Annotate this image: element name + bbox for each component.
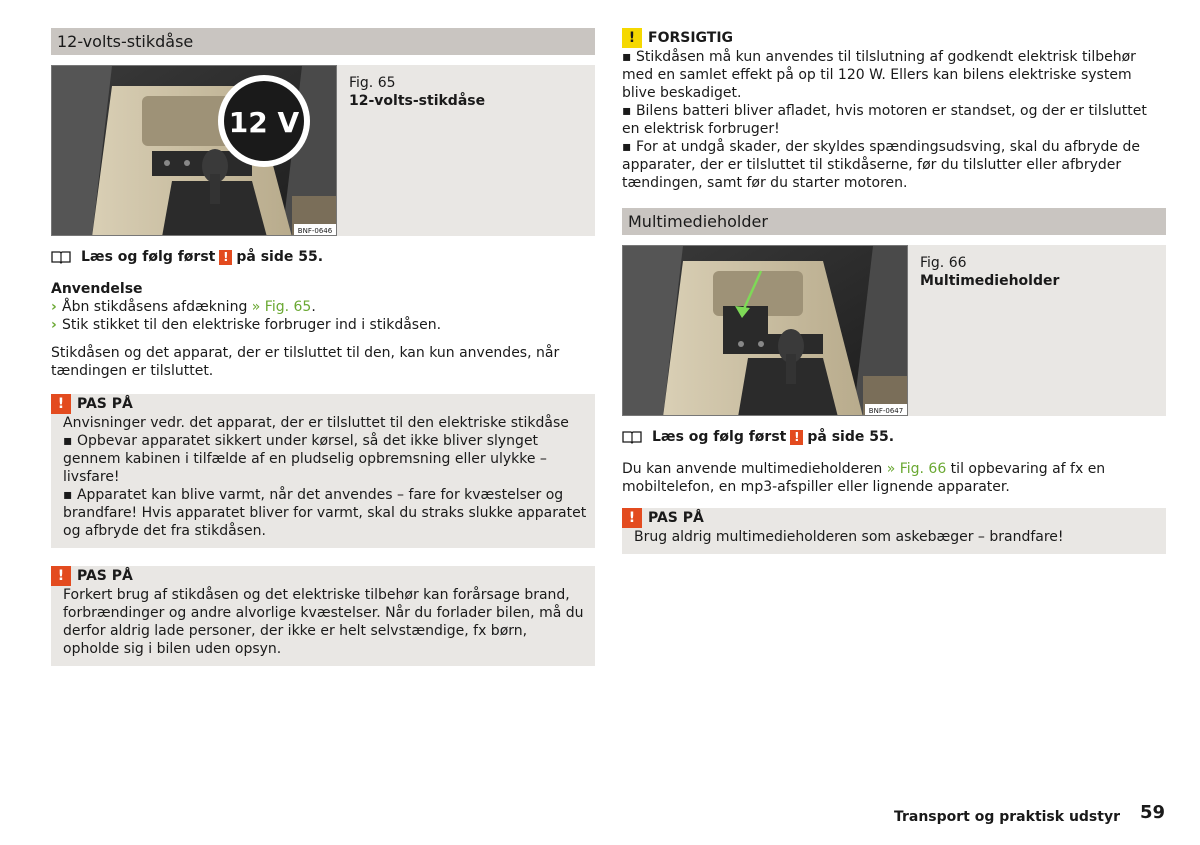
read-first-text: Læs og følg først [652, 429, 787, 445]
warning-mark-icon: ! [790, 430, 803, 445]
figure-65-caption [337, 65, 485, 236]
caution-line: ▪ Bilens batteri bliver afladet, hvis motoren er standset, og der er tilsluttet en elektrisk forbruger! [622, 103, 1147, 137]
figure-66-number: Fig. 66 [920, 255, 967, 271]
notice-3-line: Brug aldrig multimedieholderen som askebæger – brandfare! [634, 529, 1064, 545]
section-title-socket: 12-volts-stikdåse [51, 28, 595, 55]
socket-photo-drawing [52, 66, 337, 236]
step-2-text: Stik stikket til den elektriske forbruger ind i stikdåsen. [62, 317, 442, 333]
usage-heading: Anvendelse [51, 281, 143, 297]
usage-step-2 [51, 316, 595, 334]
warning-notice-3 [622, 508, 1166, 554]
fig-66-link[interactable]: » Fig. 66 [886, 461, 947, 477]
figure-65 [51, 65, 595, 236]
notice-2-line: Forkert brug af stikdåsen og det elektriske tilbehør kan forårsage brand, forbrændinger og andre alvorlige kvæstelser. Når du forlader bilen, må du derfor aldrig lade personer, der ikke er helt selvstændige, fx børn, opholde sig i bilen uden opsyn. [63, 587, 584, 657]
step-1-text: Åbn stikdåsens afdækning [62, 299, 252, 315]
caution-notice [622, 28, 1166, 198]
usage-step-1 [51, 298, 595, 316]
warning-notice-2 [51, 566, 595, 666]
right-column [622, 28, 1166, 554]
caution-line: ▪ For at undgå skader, der skyldes spændingsudsving, skal du afbryde de apparater, der er tilsluttet til stikdåserne, før du tilslutter eller afbryder tændingen, samt før du starter motoren. [622, 139, 1140, 191]
socket-photo [51, 65, 337, 236]
notice-1-line: ▪ Opbevar apparatet sikkert under kørsel, så det ikke bliver slynget gennem kabinen i tilfælde af en pludselig opbremsning eller ulykke – livsfare! [63, 433, 547, 485]
book-icon [51, 250, 71, 264]
warning-notice-1 [51, 394, 595, 548]
read-first-text: Læs og følg først [81, 249, 216, 265]
figure-66-title: Multimedieholder [920, 273, 1060, 289]
caution-line: ▪ Stikdåsen må kun anvendes til tilslutning af godkendt elektrisk tilbehør med en samlet effekt på op til 120 W. Ellers kan bilens elektriske system blive beskadiget. [622, 49, 1136, 101]
socket-paragraph: Stikdåsen og det apparat, der er tilsluttet til den, kan kun anvendes, når tændingen er tilsluttet. [51, 345, 560, 379]
step-arrow-icon: › [51, 317, 57, 333]
warning-mark-icon: ! [219, 250, 232, 265]
figure-65-number: Fig. 65 [349, 75, 396, 91]
multimedia-paragraph-tail: til opbevaring af fx en mobiltelefon, en mp3-afspiller eller lignende apparater. [622, 461, 1106, 495]
notice-1-line: Anvisninger vedr. det apparat, der er tilsluttet til den elektriske stikdåse [63, 415, 569, 431]
read-first-left [51, 248, 595, 266]
read-first-right [622, 428, 1166, 446]
step-arrow-icon: › [51, 299, 57, 315]
read-first-page-ref[interactable]: på side 55. [807, 429, 895, 445]
notice-3-title: PAS PÅ [648, 510, 704, 526]
figure-66-caption [908, 245, 1059, 416]
chapter-title: Transport og praktisk udstyr [893, 809, 1120, 825]
fig-65-link[interactable]: » Fig. 65 [251, 299, 312, 315]
book-icon [622, 430, 642, 444]
figure-66 [622, 245, 1166, 416]
left-column [51, 28, 595, 666]
socket-voltage-label: 12 V [228, 106, 300, 139]
danger-icon: ! [622, 508, 642, 528]
figure-65-title: 12-volts-stikdåse [349, 93, 486, 109]
page-number: 59 [1139, 802, 1165, 823]
multimedia-photo [622, 245, 908, 416]
multimedia-photo-drawing [623, 246, 908, 416]
caution-title: FORSIGTIG [648, 30, 734, 46]
notice-1-title: PAS PÅ [77, 396, 133, 412]
step-1-tail: . [311, 299, 316, 315]
notice-1-line: ▪ Apparatet kan blive varmt, når det anvendes – fare for kvæstelser og brandfare! Hvis apparatet bliver for varmt, skal du straks slukke apparatet og afbryde det fra stikdåsen. [63, 487, 587, 539]
section-title-multimedia: Multimedieholder [622, 208, 1166, 235]
multimedia-paragraph [622, 460, 1166, 496]
caution-icon: ! [622, 28, 642, 48]
read-first-page-ref[interactable]: på side 55. [236, 249, 324, 265]
multimedia-paragraph-text: Du kan anvende multimedieholderen [622, 461, 887, 477]
danger-icon: ! [51, 566, 71, 586]
image-code-646: BNF-0646 [297, 227, 333, 235]
notice-2-title: PAS PÅ [77, 568, 133, 584]
image-code-647: BNF-0647 [868, 407, 904, 415]
danger-icon: ! [51, 394, 71, 414]
